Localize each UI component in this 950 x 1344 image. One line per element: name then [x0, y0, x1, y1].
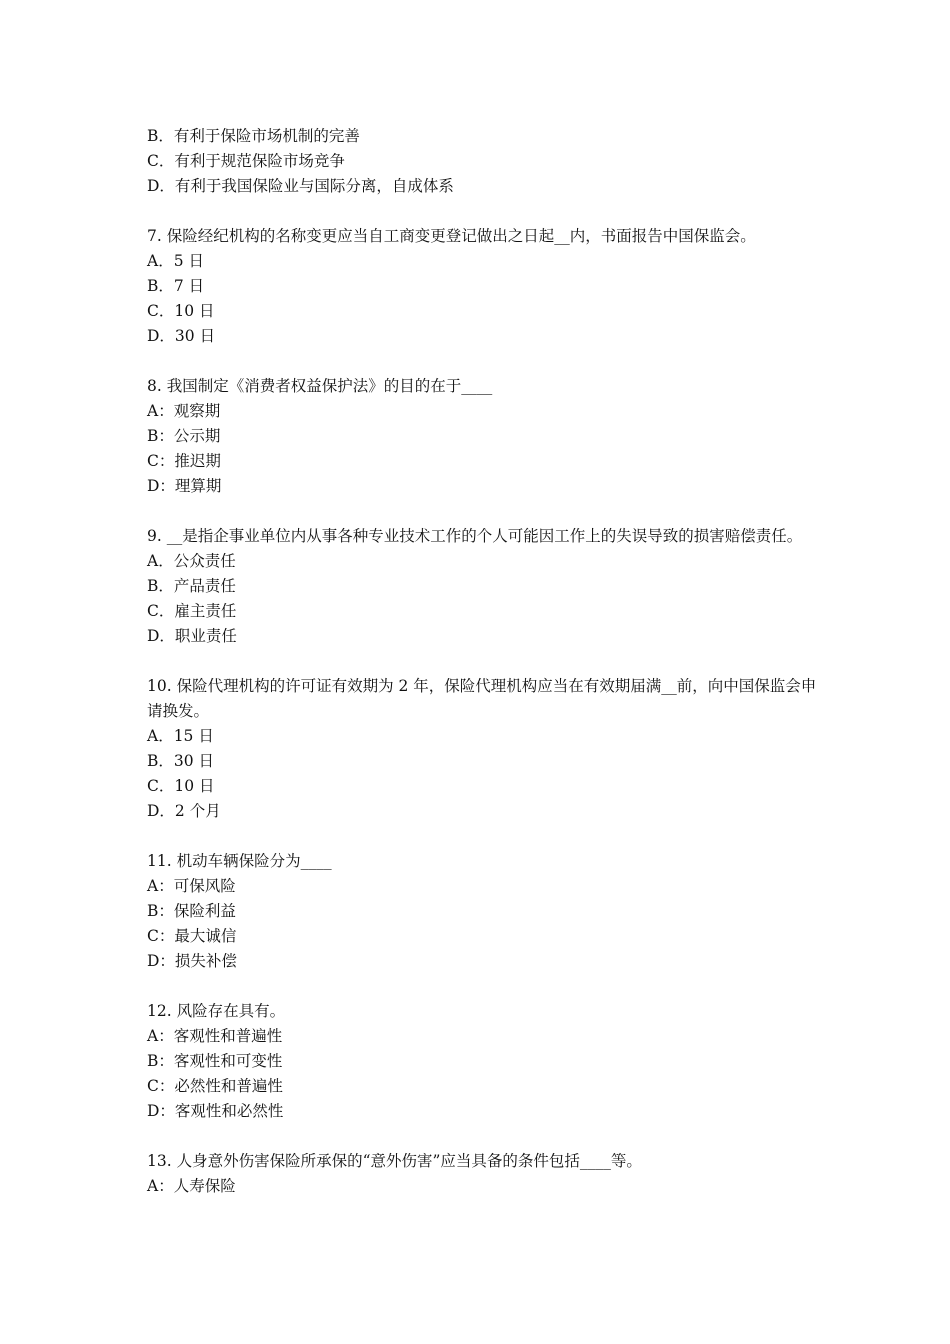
option-d: D：客观性和必然性 [147, 1102, 284, 1120]
option-a: A．5 日 [147, 252, 204, 270]
option-a: A：观察期 [147, 402, 221, 420]
option-d: D：损失补偿 [147, 952, 237, 970]
question-stem: 7. 保险经纪机构的名称变更应当自工商变更登记做出之日起__内，书面报告中国保监会。 [147, 227, 756, 245]
option-b: B．产品责任 [147, 577, 236, 595]
option-a: A：可保风险 [147, 877, 236, 895]
question-stem: 11. 机动车辆保险分为____ [147, 852, 332, 870]
option-b: B：保险利益 [147, 902, 236, 920]
question-7 [147, 224, 817, 349]
option-c: C．10 日 [147, 302, 215, 320]
option-b: B．有利于保险市场机制的完善 [147, 127, 360, 145]
option-a: A：人寿保险 [147, 1177, 236, 1195]
option-c: C：推迟期 [147, 452, 221, 470]
option-c: C．有利于规范保险市场竞争 [147, 152, 345, 170]
document-page [147, 124, 817, 1224]
option-b: B：公示期 [147, 427, 221, 445]
question-9 [147, 524, 817, 649]
option-d: D．2 个月 [147, 802, 221, 820]
question-10 [147, 674, 817, 824]
option-c: C．10 日 [147, 777, 215, 795]
question-12 [147, 999, 817, 1124]
question-6-continued [147, 124, 817, 199]
option-b: B．30 日 [147, 752, 215, 770]
option-a: A：客观性和普遍性 [147, 1027, 283, 1045]
question-11 [147, 849, 817, 974]
option-c: C：最大诚信 [147, 927, 237, 945]
option-c: C．雇主责任 [147, 602, 237, 620]
option-c: C：必然性和普遍性 [147, 1077, 283, 1095]
option-b: B．7 日 [147, 277, 205, 295]
option-d: D．有利于我国保险业与国际分离，自成体系 [147, 177, 454, 195]
question-13 [147, 1149, 817, 1199]
option-d: D：理算期 [147, 477, 222, 495]
option-a: A．15 日 [147, 727, 214, 745]
question-8 [147, 374, 817, 499]
option-a: A．公众责任 [147, 552, 236, 570]
question-stem: 12. 风险存在具有。 [147, 1002, 286, 1020]
question-stem: 8. 我国制定《消费者权益保护法》的目的在于____ [147, 377, 493, 395]
question-stem: 9. __是指企事业单位内从事各种专业技术工作的个人可能因工作上的失误导致的损害赔偿责任。 [147, 527, 803, 545]
option-d: D．30 日 [147, 327, 216, 345]
question-stem: 10. 保险代理机构的许可证有效期为 2 年，保险代理机构应当在有效期届满__前，向中国保监会申请换发。 [147, 677, 817, 720]
option-b: B：客观性和可变性 [147, 1052, 283, 1070]
question-stem: 13. 人身意外伤害保险所承保的“意外伤害”应当具备的条件包括____等。 [147, 1152, 642, 1170]
option-d: D．职业责任 [147, 627, 237, 645]
